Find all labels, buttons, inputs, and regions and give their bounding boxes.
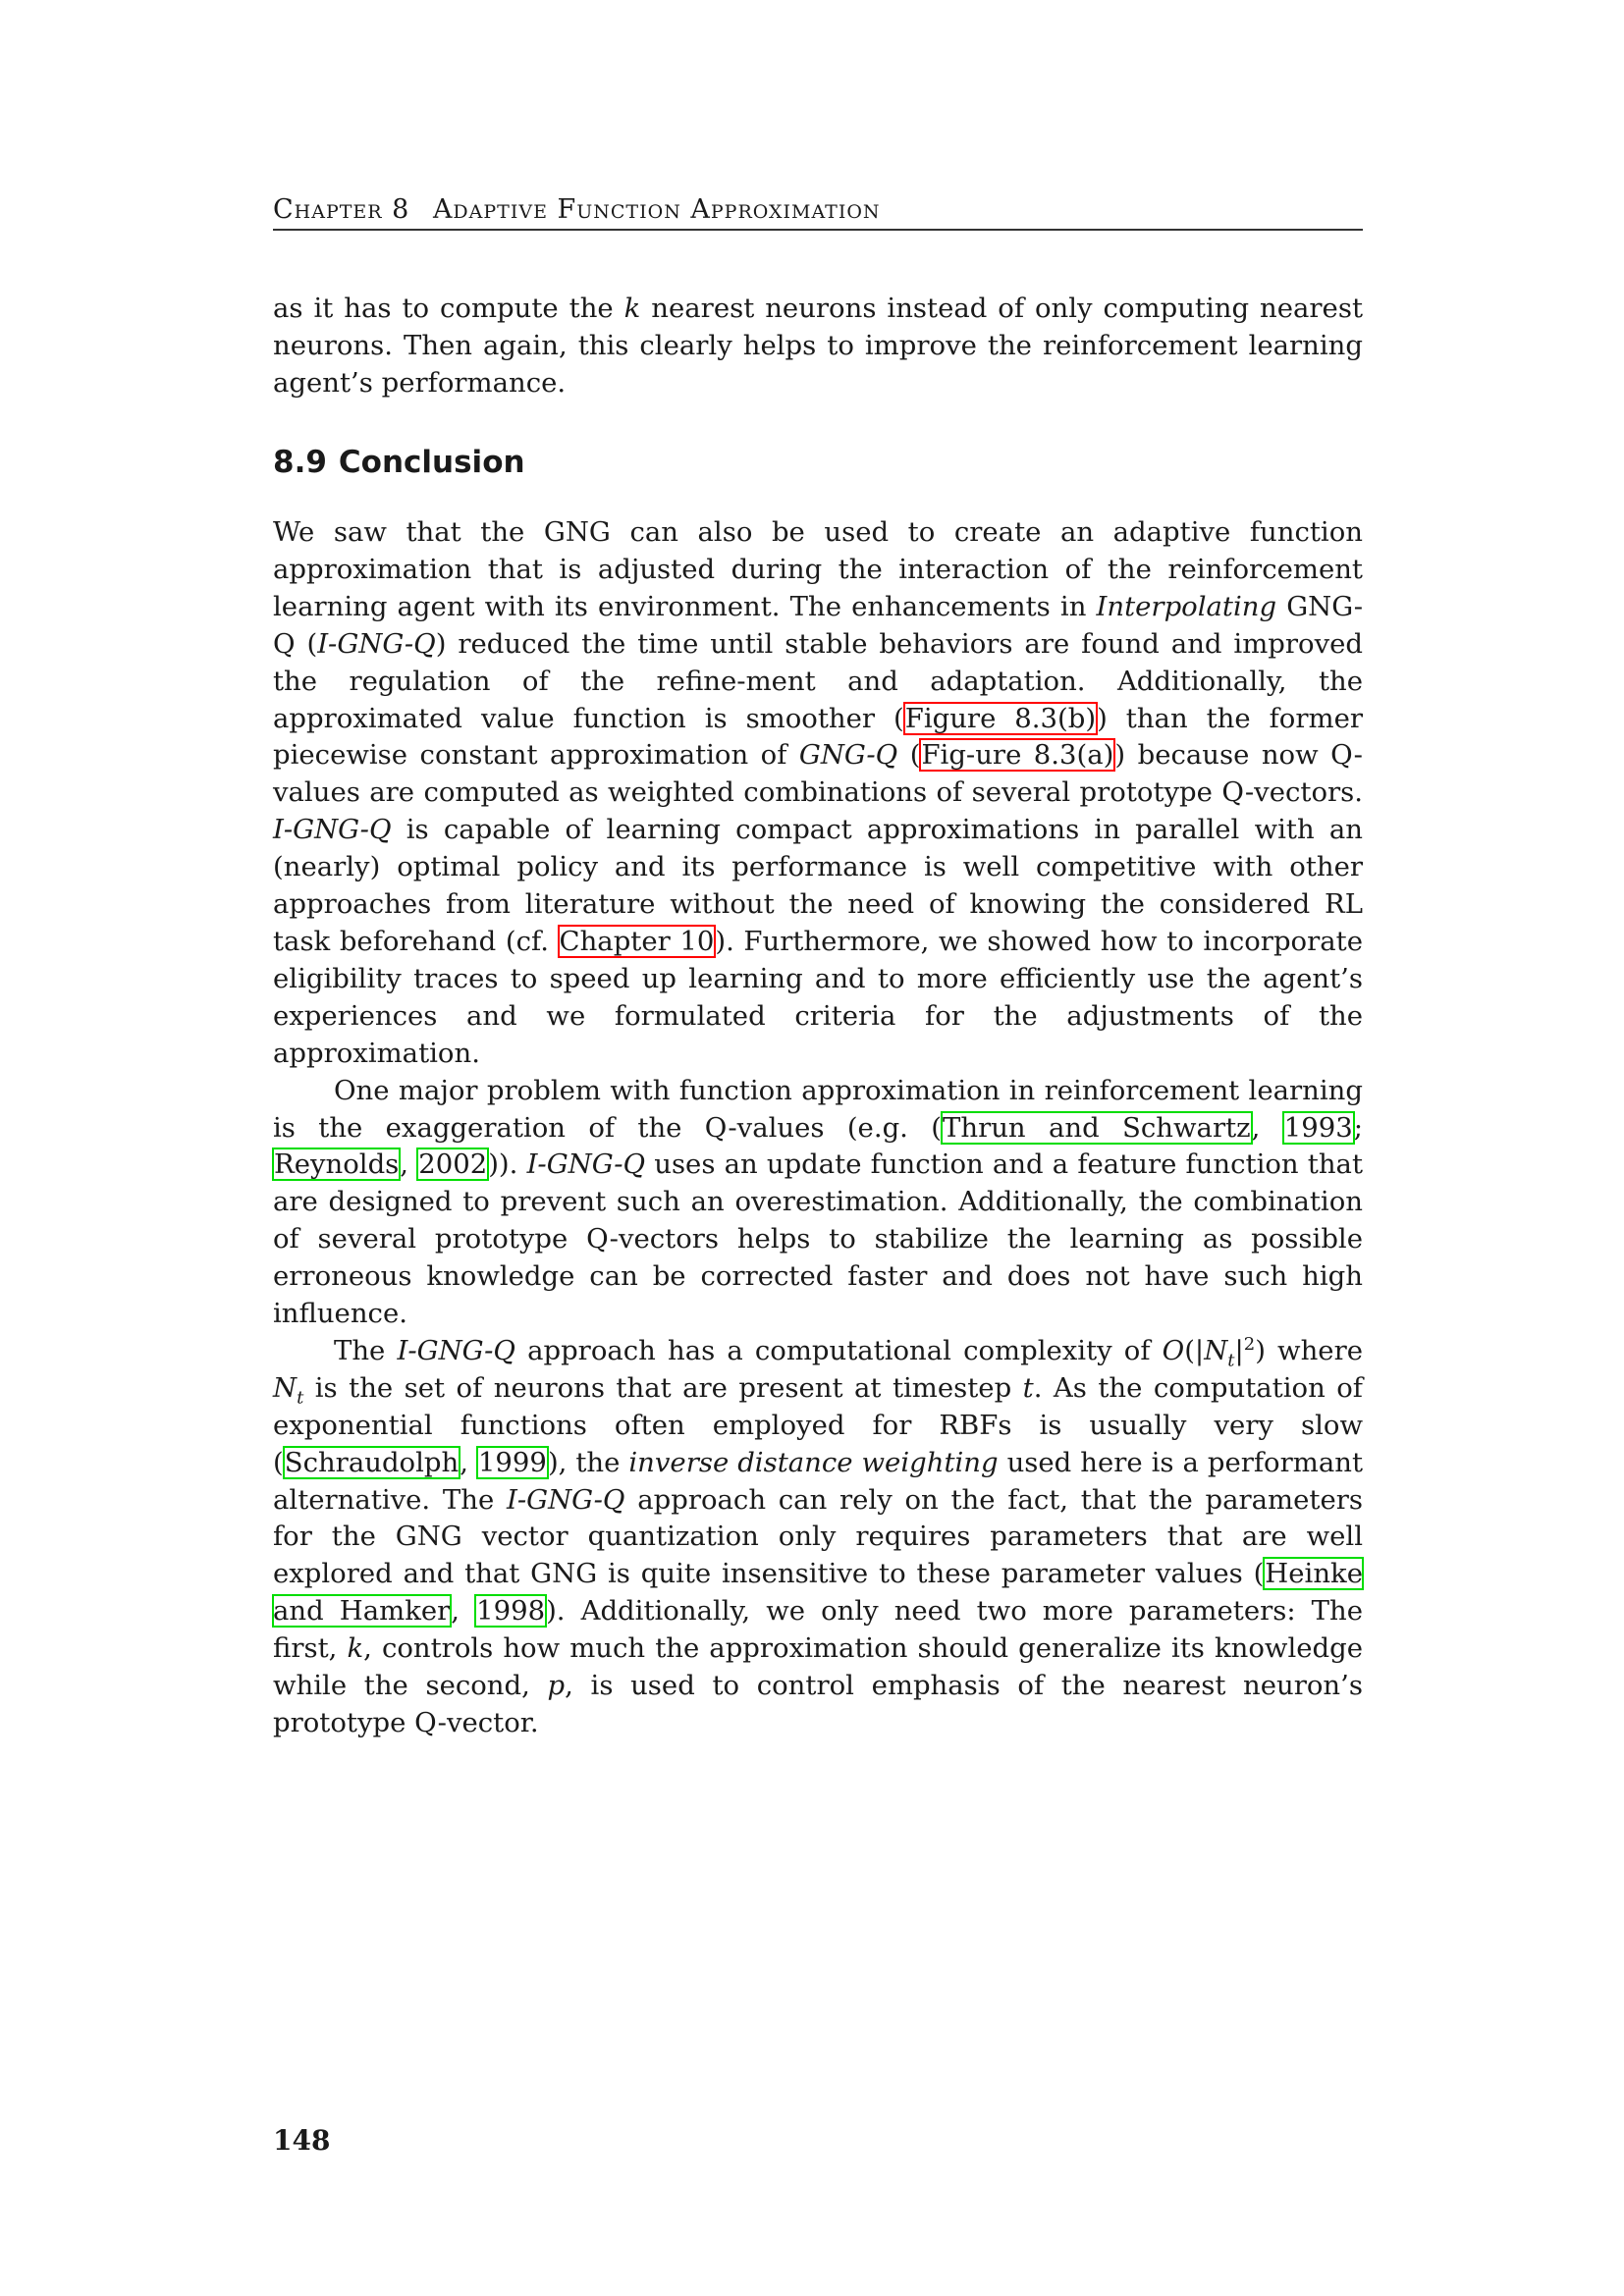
math-complexity: O bbox=[1162, 1334, 1185, 1366]
section-body bbox=[273, 514, 1363, 1742]
figure-ref-8-3a[interactable]: Fig-ure 8.3(a) bbox=[921, 739, 1114, 772]
figure-ref-8-3b[interactable]: Figure 8.3(b) bbox=[904, 702, 1097, 734]
section-heading bbox=[273, 445, 525, 480]
citation-heinke-hamker-year[interactable]: 1998 bbox=[476, 1595, 546, 1628]
paragraph-3: The I-GNG-Q approach has a computational complexity of $O(|N_t|^2)$ where $N_t$ is the set of neurons that are present at timestep t. As the computation of exponential functions often employed for RBFs is usually very slow (Schraudolph, 1999), the inverse distance weighting used here is a performant alternative. The I-GNG-Q approach can rely on the fact, that the parameters for the GNG vector quantization only requires parameters that are well explored and that GNG is quite insensitive to these parameter values (Heinke and Hamker, 1998). Additionally, we only need two more parameters: The first, k, controls how much the approximation should generalize its knowledge while the second, p, is used to control emphasis of the nearest neuron’s prototype Q-vector. bbox=[273, 1333, 1363, 1738]
citation-reynolds-year[interactable]: 2002 bbox=[418, 1148, 488, 1181]
paragraph-1: We saw that the GNG can also be used to create an adaptive function approximation that is adjusted during the interaction of the reinforcement learning agent with its environment. The enhancements in Interpolating GNG-Q (I-GNG-Q) reduced the time until stable behaviors are found and improved the regulation of the refine-ment and adaptation. Additionally, the approximated value function is smoother (Figure 8.3(b)) than the former piecewise constant approximation of GNG-Q (Fig-ure 8.3(a)) because now Q-values are computed as weighted combinations of several prototype Q-vectors. I-GNG-Q is capable of learning compact approximations in parallel with an (nearly) optimal policy and its performance is well competitive with other approaches from literature without the need of knowing the considered RL task beforehand (cf. Chapter 10). Furthermore, we showed how to incorporate eligibility traces to speed up learning and to more efficiently use the agent’s experiences and we formulated criteria for the adjustments of the approximation. bbox=[273, 516, 1364, 1069]
paragraph-2: One major problem with function approximation in reinforcement learning is the exaggeration of the Q-values (e.g. (Thrun and Schwartz, 1993; Reynolds, 2002)). I-GNG-Q uses an update function and a feature function that are designed to prevent such an overestimation. Additionally, the combination of several prototype Q-vectors helps to stabilize the learning as possible erroneous knowledge can be corrected faster and does not have such high influence. bbox=[273, 1074, 1364, 1330]
intro-paragraph: as it has to compute the k nearest neurons instead of only computing nearest neurons. Then again, this clearly helps to improve the reinforcement learning agent’s performance. bbox=[273, 293, 1363, 399]
section-number: 8.9 bbox=[273, 445, 327, 480]
chapter-ref-10[interactable]: Chapter 10 bbox=[559, 925, 715, 957]
running-header bbox=[273, 194, 1363, 231]
page-number: 148 bbox=[273, 2124, 331, 2157]
citation-thrun-schwartz-year[interactable]: 1993 bbox=[1283, 1111, 1353, 1144]
citation-reynolds[interactable]: Reynolds bbox=[274, 1148, 400, 1181]
citation-thrun-schwartz[interactable]: Thrun and Schwartz bbox=[943, 1111, 1251, 1144]
chapter-title: Adaptive Function Approximation bbox=[432, 194, 881, 225]
section-title: Conclusion bbox=[338, 445, 525, 480]
chapter-label: Chapter 8 bbox=[273, 194, 410, 225]
citation-heinke-hamker[interactable]: Heinke and Hamker bbox=[273, 1558, 1363, 1628]
citation-schraudolph-year[interactable]: 1999 bbox=[477, 1446, 547, 1478]
citation-schraudolph[interactable]: Schraudolph bbox=[284, 1446, 460, 1478]
